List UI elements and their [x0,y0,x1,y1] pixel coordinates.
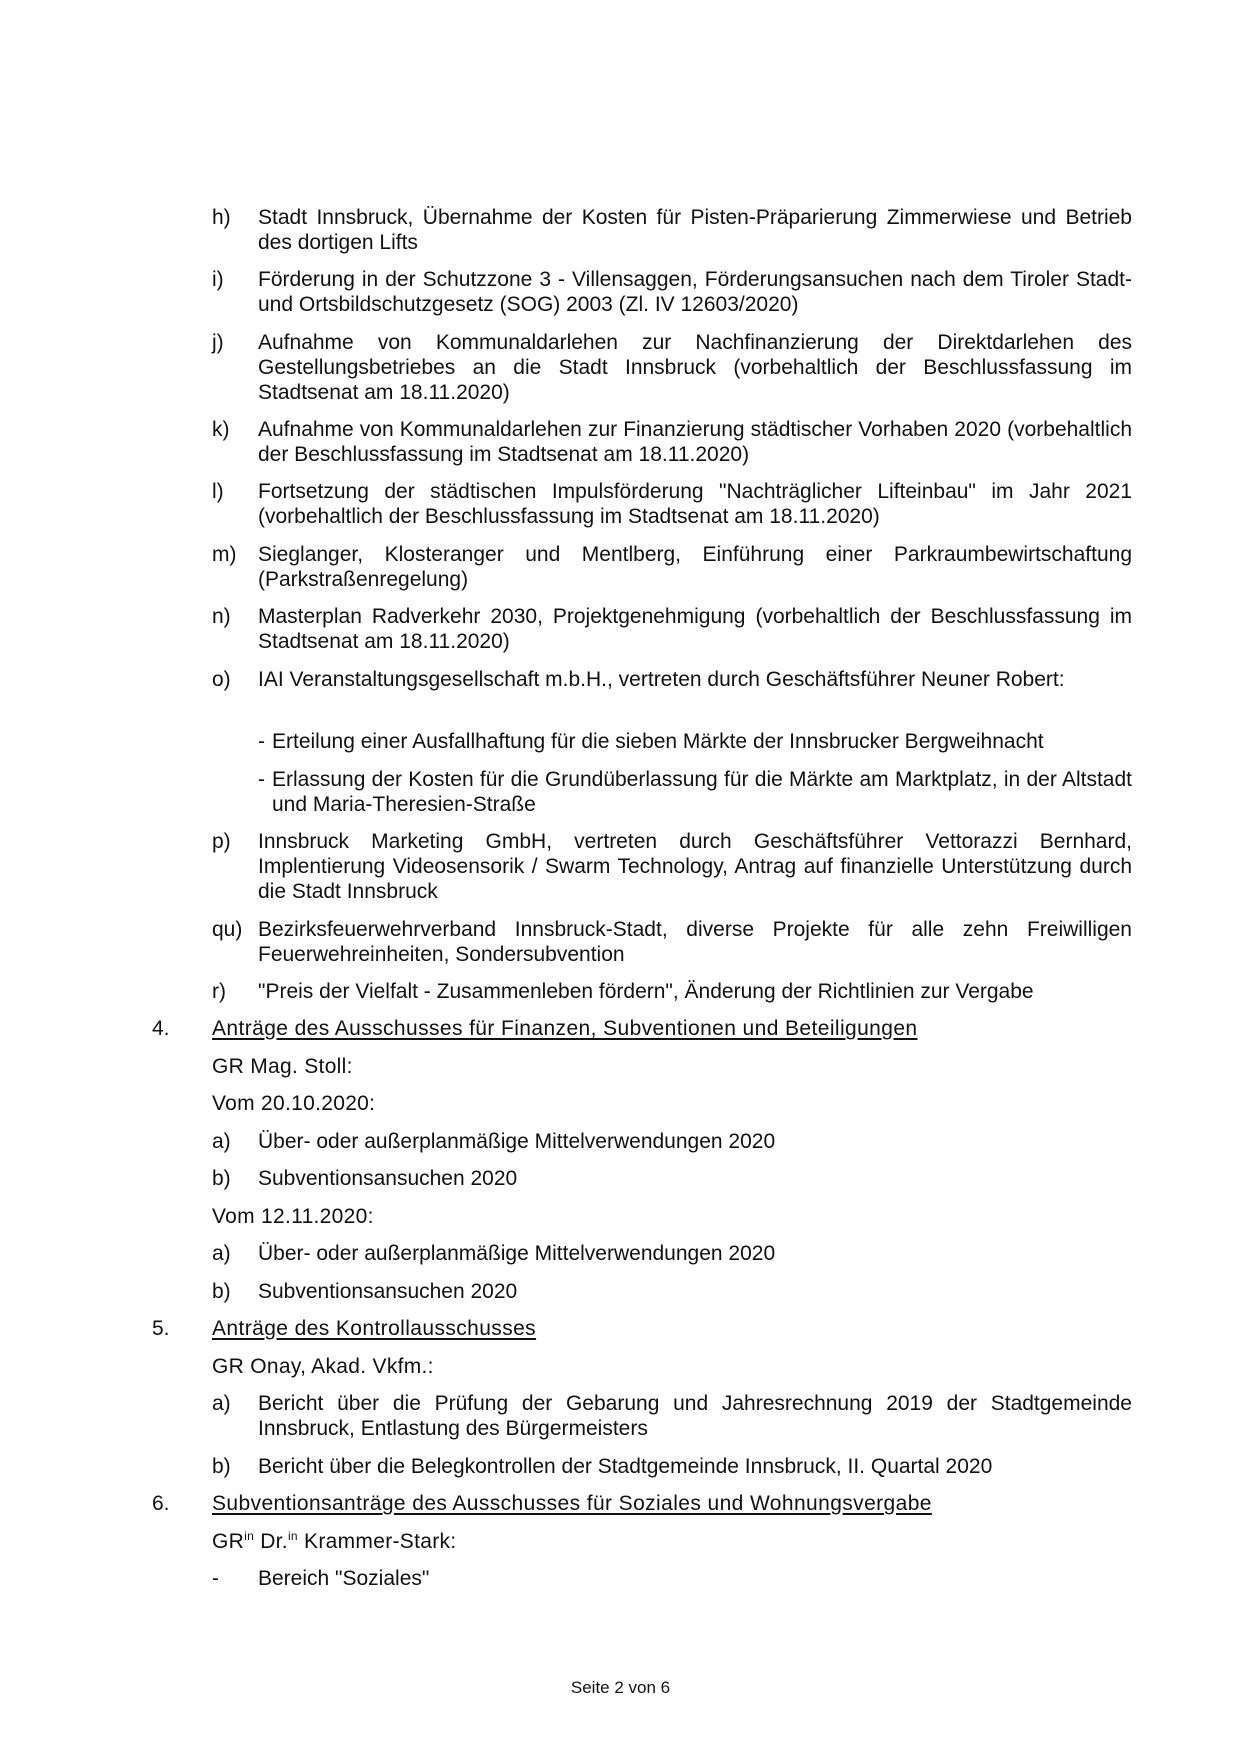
list-item [212,1279,1132,1304]
list-item [212,417,1132,467]
section-number: 5. [152,1317,170,1340]
item-label: n) [212,605,231,628]
list-item [212,1391,1132,1441]
sub-item-text: Erlassung der Kosten für die Grundüberlassung für die Märkte am Marktplatz, in der Altstadt und Maria-Theresien-Straße [272,768,1132,816]
dash-marker: - [258,768,265,791]
item-text: Bericht über die Prüfung der Gebarung und Jahresrechnung 2019 der Stadtgemeinde Innsbruck, Entlastung des Bürgermeisters [258,1392,1132,1440]
item-label: b) [212,1455,231,1478]
section-title: Anträge des Kontrollausschusses [212,1317,537,1340]
list-item [212,979,1132,1004]
item-text: Über- oder außerplanmäßige Mittelverwendungen 2020 [258,1242,776,1265]
item-label: a) [212,1242,231,1265]
item-label: h) [212,206,231,229]
item-text: Masterplan Radverkehr 2030, Projektgenehmigung (vorbehaltlich der Beschlussfassung im Stadtsenat am 18.11.2020) [258,605,1132,653]
speaker-title: GR [212,1530,245,1553]
section-number: 6. [152,1492,170,1515]
item-label: o) [212,668,231,691]
speaker: GR Mag. Stoll: [212,1055,353,1078]
item-label: m) [212,543,237,566]
list-item [212,1129,1132,1154]
item-text: IAI Veranstaltungsgesellschaft m.b.H., vertreten durch Geschäftsführer Neuner Robert: [258,668,1065,691]
list-item [212,330,1132,405]
list-item [212,829,1132,904]
item-label: j) [212,331,224,354]
item-text: Innsbruck Marketing GmbH, vertreten durch Geschäftsführer Vettorazzi Bernhard, Implentierung Videosensorik / Swarm Technology, Antrag auf finanzielle Unterstützung durch die Stadt Innsbruck [258,830,1132,903]
list-item [212,1166,1132,1191]
item-text: Stadt Innsbruck, Übernahme der Kosten für Pisten-Präparierung Zimmerwiese und Betrieb des dortigen Lifts [258,206,1132,254]
speaker-suffix: in [287,1529,298,1543]
section-title: Subventionsanträge des Ausschusses für Soziales und Wohnungsvergabe [212,1492,932,1515]
speaker [212,1529,456,1554]
list-item [212,604,1132,654]
item-text: Aufnahme von Kommunaldarlehen zur Nachfinanzierung der Direktdarlehen des Gestellungsbetriebes an die Stadt Innsbruck (vorbehaltlich der Beschlussfassung im Stadtsenat am 18.11.2020) [258,331,1132,404]
list-item [212,1454,1132,1479]
sub-item-text: Erteilung einer Ausfallhaftung für die sieben Märkte der Innsbrucker Bergweihnacht [272,730,1044,753]
item-label: a) [212,1392,231,1415]
item-text: Fortsetzung der städtischen Impulsförderung "Nachträglicher Lifteinbau" im Jahr 2021 (vorbehaltlich der Beschlussfassung im Stadtsenat am 18.11.2020) [258,480,1132,528]
dash-marker: - [258,730,265,753]
item-text: Sieglanger, Klosteranger und Mentlberg, Einführung einer Parkraumbewirtschaftung (Parkstraßenregelung) [258,543,1132,591]
item-text: Aufnahme von Kommunaldarlehen zur Finanzierung städtischer Vorhaben 2020 (vorbehaltlich der Beschlussfassung im Stadtsenat am 18.11.2020) [258,418,1132,466]
sub-list-item [258,767,1132,817]
item-label: - [212,1567,219,1590]
item-text: Bezirksfeuerwehrverband Innsbruck-Stadt, diverse Projekte für alle zehn Freiwilligen Feuerwehreinheiten, Sondersubvention [258,918,1132,966]
list-item [212,205,1132,255]
list-item [212,1241,1132,1266]
item-text: Über- oder außerplanmäßige Mittelverwendungen 2020 [258,1130,776,1153]
item-text: Subventionsansuchen 2020 [258,1280,518,1303]
speaker-suffix: in [244,1529,255,1543]
speaker: GR Onay, Akad. Vkfm.: [212,1355,434,1378]
item-text: Förderung in der Schutzzone 3 - Villensaggen, Förderungsansuchen nach dem Tiroler Stadt- und Ortsbildschutzgesetz (SOG) 2003 (Zl. IV 12603/2020) [258,268,1132,316]
date-label: Vom 20.10.2020: [212,1092,376,1115]
item-label: r) [212,980,226,1003]
section-number: 4. [152,1017,170,1040]
item-label: a) [212,1130,231,1153]
list-item [212,267,1132,317]
date-label: Vom 12.11.2020: [212,1205,374,1228]
sub-list-item [258,729,1132,754]
item-label: b) [212,1280,231,1303]
item-label: qu) [212,918,243,941]
item-text: Bericht über die Belegkontrollen der Stadtgemeinde Innsbruck, II. Quartal 2020 [258,1455,993,1478]
list-item [212,479,1132,529]
item-label: p) [212,830,231,853]
item-label: l) [212,480,224,503]
item-label: i) [212,268,224,291]
item-text: Bereich "Soziales" [258,1567,430,1590]
list-item [212,542,1132,592]
item-label: k) [212,418,230,441]
item-label: b) [212,1167,231,1190]
list-item [212,1566,1132,1591]
speaker-degree: Dr. [260,1530,288,1553]
item-text: Subventionsansuchen 2020 [258,1167,518,1190]
speaker-name: Krammer-Stark: [304,1530,457,1553]
list-item [212,917,1132,967]
page-footer: Seite 2 von 6 [570,1678,671,1697]
section-title: Anträge des Ausschusses für Finanzen, Subventionen und Beteiligungen [212,1017,918,1040]
list-item [212,667,1132,692]
item-text: "Preis der Vielfalt - Zusammenleben fördern", Änderung der Richtlinien zur Vergabe [258,980,1034,1003]
